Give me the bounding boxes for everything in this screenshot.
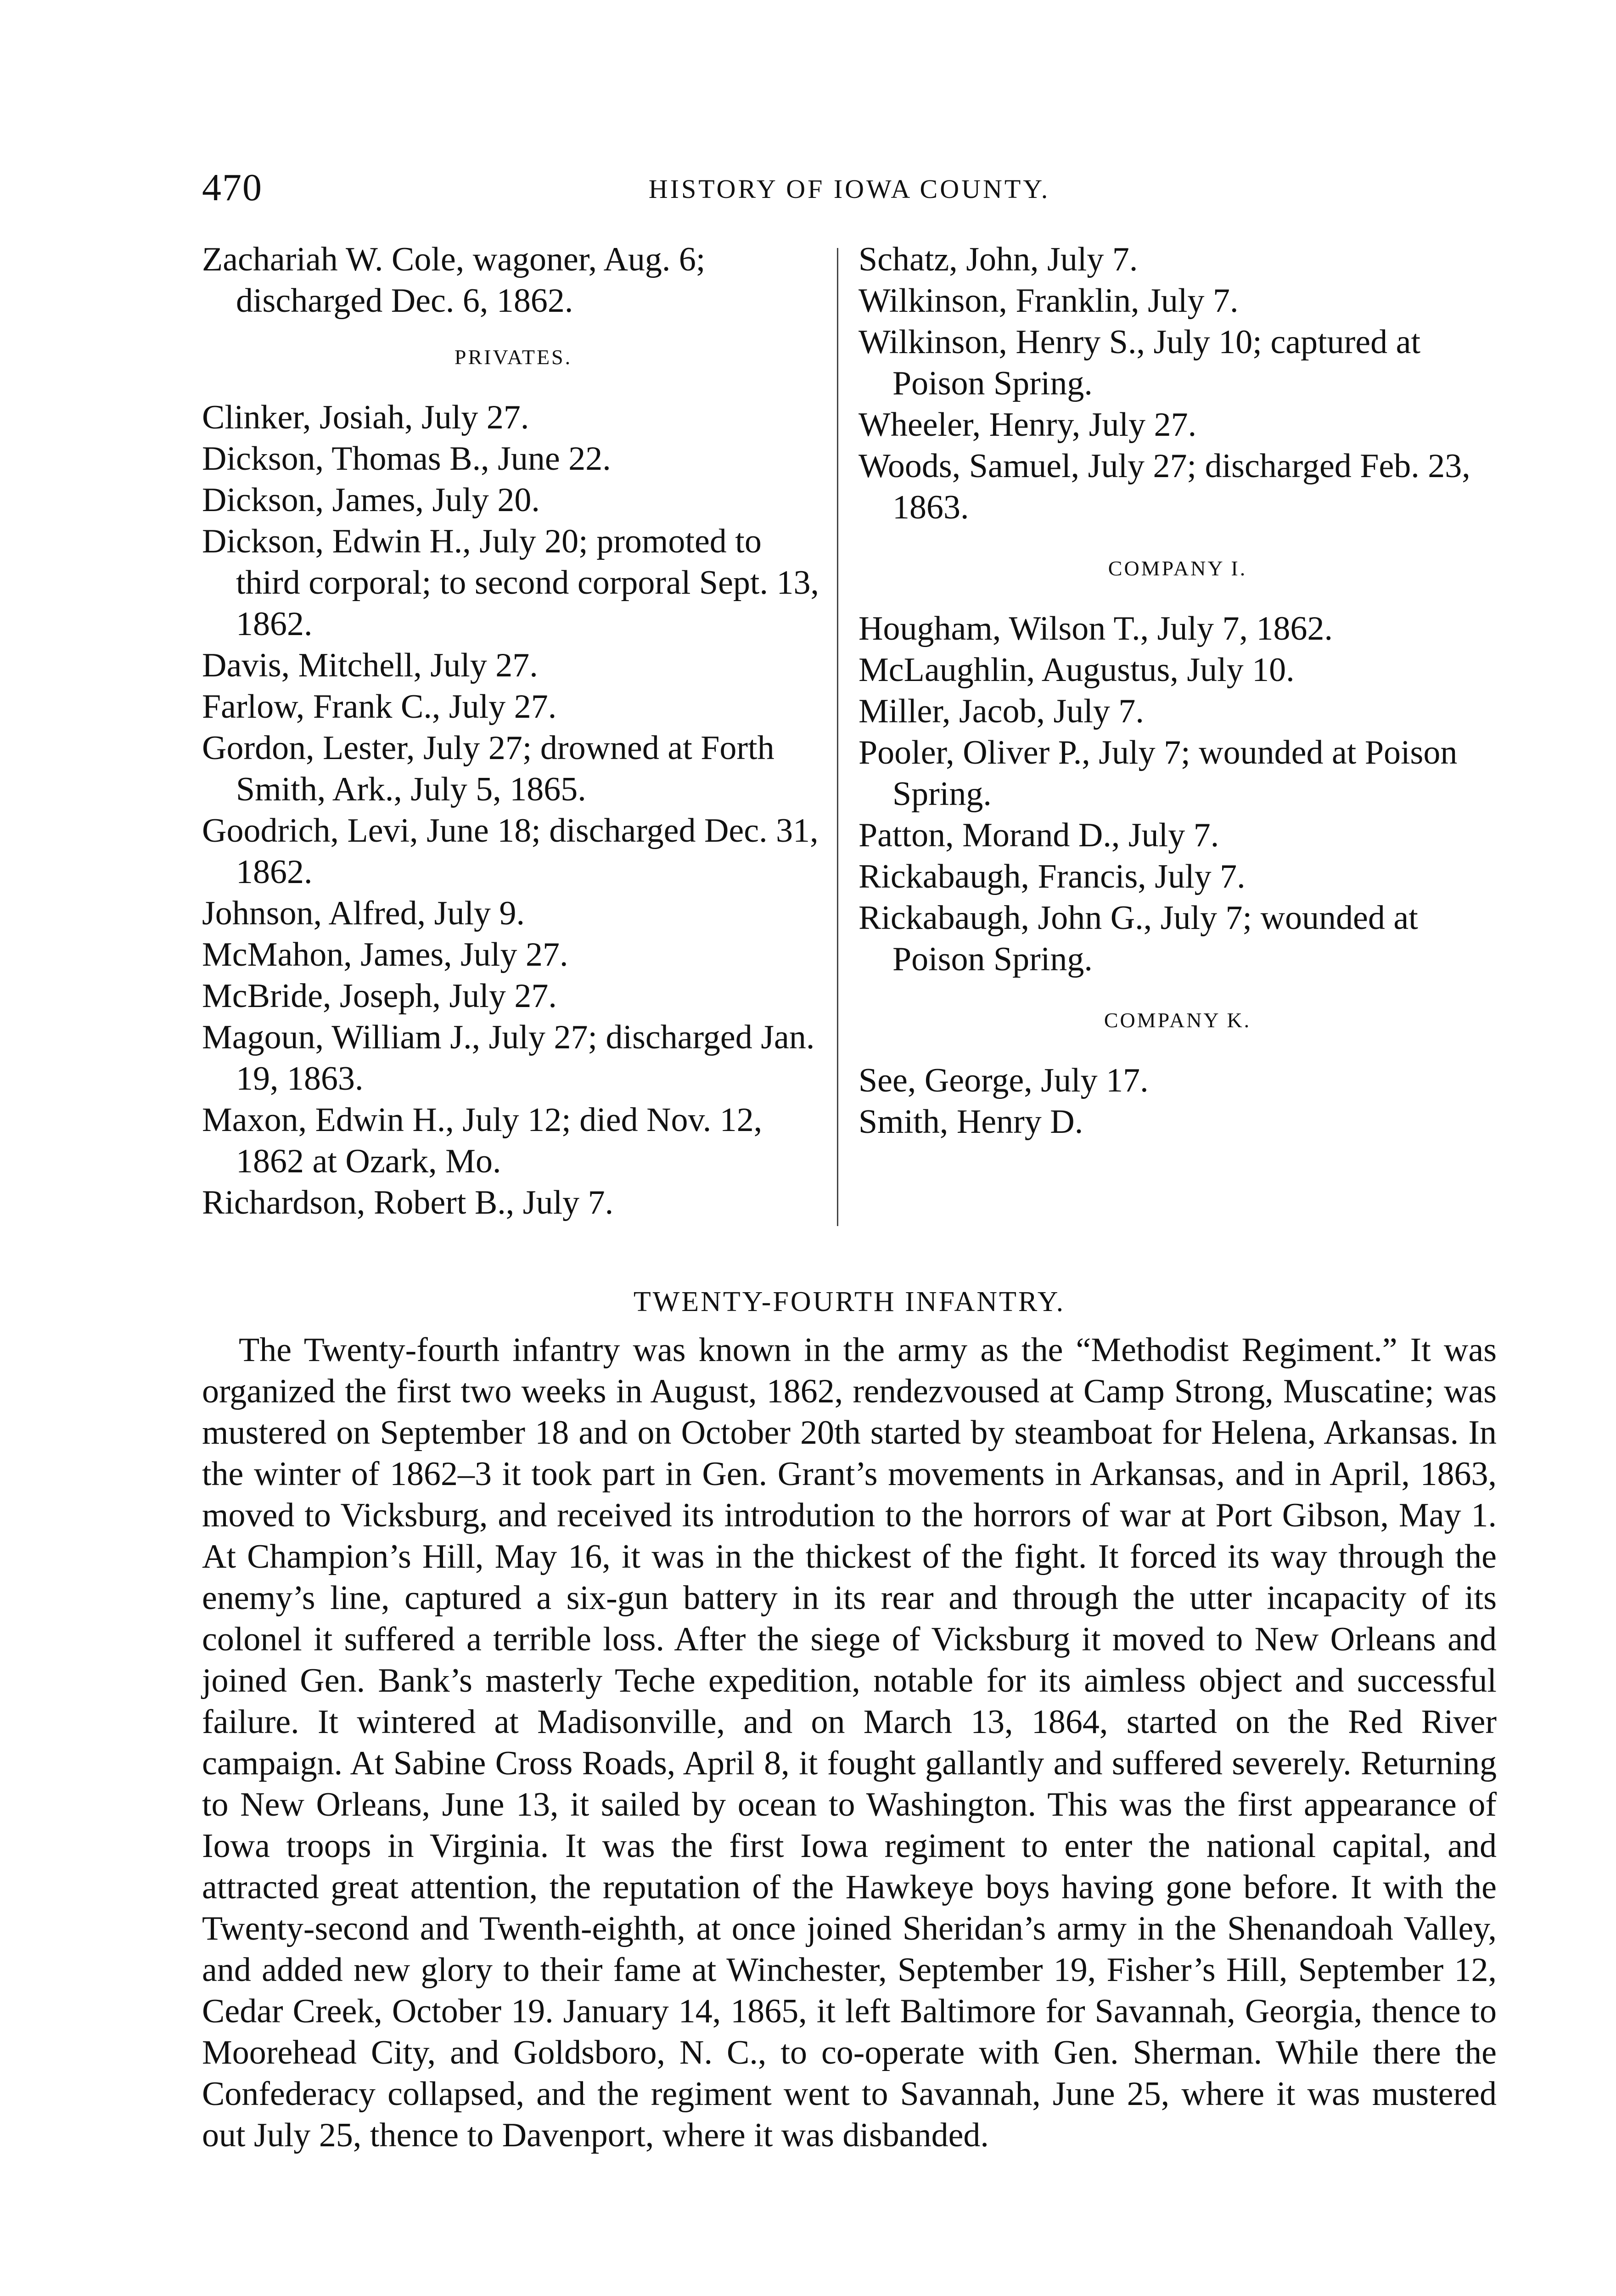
- roster-entry: Patton, Morand D., July 7.: [858, 816, 1219, 854]
- roster-entry: Farlow, Frank C., July 27.: [202, 688, 557, 726]
- section-title: TWENTY-FOURTH INFANTRY.: [633, 1286, 1066, 1317]
- roster-columns: [202, 239, 1497, 1240]
- running-head: HISTORY OF IOWA COUNTY.: [648, 174, 1050, 204]
- roster-entry: Rickabaugh, John G., July 7; wounded at Poison Spring.: [858, 899, 1418, 978]
- column-divider: [837, 248, 838, 1226]
- page-number: 470: [202, 166, 263, 209]
- roster-entry: McBride, Joseph, July 27.: [202, 977, 557, 1015]
- section-body: [202, 1329, 1497, 2156]
- left-column: [202, 239, 825, 1223]
- privates-heading: PRIVATES.: [454, 345, 572, 369]
- company-i-heading: COMPANY I.: [1108, 557, 1247, 580]
- roster-entry: Dickson, James, July 20.: [202, 481, 540, 519]
- company-k-heading: COMPANY K.: [1104, 1008, 1251, 1032]
- right-column: [858, 239, 1497, 1142]
- roster-entry: Schatz, John, July 7.: [858, 241, 1138, 278]
- roster-entry: Smith, Henry D.: [858, 1103, 1083, 1141]
- roster-entry: Miller, Jacob, July 7.: [858, 692, 1144, 730]
- roster-entry: Wilkinson, Franklin, July 7.: [858, 282, 1239, 320]
- roster-entry: Richardson, Robert B., July 7.: [202, 1184, 614, 1221]
- roster-entry: See, George, July 17.: [858, 1062, 1149, 1099]
- roster-entry: Goodrich, Levi, June 18; discharged Dec. 31, 1862.: [202, 812, 819, 891]
- roster-entry: Johnson, Alfred, July 9.: [202, 895, 525, 932]
- roster-entry: Clinker, Josiah, July 27.: [202, 399, 529, 436]
- roster-entry: Davis, Mitchell, July 27.: [202, 647, 538, 684]
- roster-entry: Magoun, William J., July 27; discharged Jan. 19, 1863.: [202, 1019, 815, 1097]
- page-header: [202, 165, 1497, 216]
- roster-entry: Wheeler, Henry, July 27.: [858, 406, 1197, 444]
- roster-entry: Pooler, Oliver P., July 7; wounded at Poison Spring.: [858, 734, 1458, 813]
- roster-entry: Dickson, Edwin H., July 20; promoted to third corporal; to second corporal Sept. 13, 1862.: [202, 523, 819, 643]
- roster-entry: Rickabaugh, Francis, July 7.: [858, 858, 1246, 895]
- body-paragraph: The Twenty-fourth infantry was known in the army as the “Methodist Regiment.” It was organized the first two weeks in August, 1862, rendezvoused at Camp Strong, Muscatine; was mustered on September 18 and on October 20th started by steamboat for Helena, Arkansas. In the winter of 1862–3 it took part in Gen. Grant’s movements in Arkansas, and in April, 1863, moved to Vicksburg, and received its introdution to the horrors of war at Port Gibson, May 1. At Champion’s Hill, May 16, it was in the thickest of the fight. It forced its way through the enemy’s line, captured a six-gun battery in its rear and through the utter incapacity of its colonel it suffered a terrible loss. After the siege of Vicksburg it moved to New Orleans and joined Gen. Bank’s masterly Teche expedition, notable for its aimless object and successful failure. It wintered at Madisonville, and on March 13, 1864, started on the Red River campaign. At Sabine Cross Roads, April 8, it fought gallantly and suffered severely. Returning to New Orleans, June 13, it sailed by ocean to Washington. This was the first appearance of Iowa troops in Virginia. It was the first Iowa regiment to enter the national capital, and attracted great attention, the reputation of the Hawkeye boys having gone before. It with the Twenty-second and Twenth-eighth, at once joined Sheridan’s army in the Shenandoah Valley, and added new glory to their fame at Winchester, September 19, Fisher’s Hill, September 12, Cedar Creek, October 19. January 14, 1865, it left Baltimore for Savannah, Georgia, thence to Moorehead City, and Goldsboro, N. C., to co-operate with Gen. Sherman. While there the Confederacy collapsed, and the regiment went to Savannah, June 25, where it was mustered out July 25, thence to Davenport, where it was disbanded.: [202, 1331, 1497, 2154]
- roster-entry: Woods, Samuel, July 27; discharged Feb. 23, 1863.: [858, 447, 1470, 526]
- roster-entry: Hougham, Wilson T., July 7, 1862.: [858, 610, 1333, 647]
- roster-entry: Zachariah W. Cole, wagoner, Aug. 6; discharged Dec. 6, 1862.: [202, 241, 706, 320]
- roster-entry: Maxon, Edwin H., July 12; died Nov. 12, 1862 at Ozark, Mo.: [202, 1101, 763, 1180]
- roster-entry: Dickson, Thomas B., June 22.: [202, 440, 611, 478]
- roster-entry: McLaughlin, Augustus, July 10.: [858, 651, 1295, 689]
- roster-entry: Wilkinson, Henry S., July 10; captured at Poison Spring.: [858, 323, 1420, 402]
- roster-entry: Gordon, Lester, July 27; drowned at Forth Smith, Ark., July 5, 1865.: [202, 729, 774, 808]
- roster-entry: McMahon, James, July 27.: [202, 936, 568, 974]
